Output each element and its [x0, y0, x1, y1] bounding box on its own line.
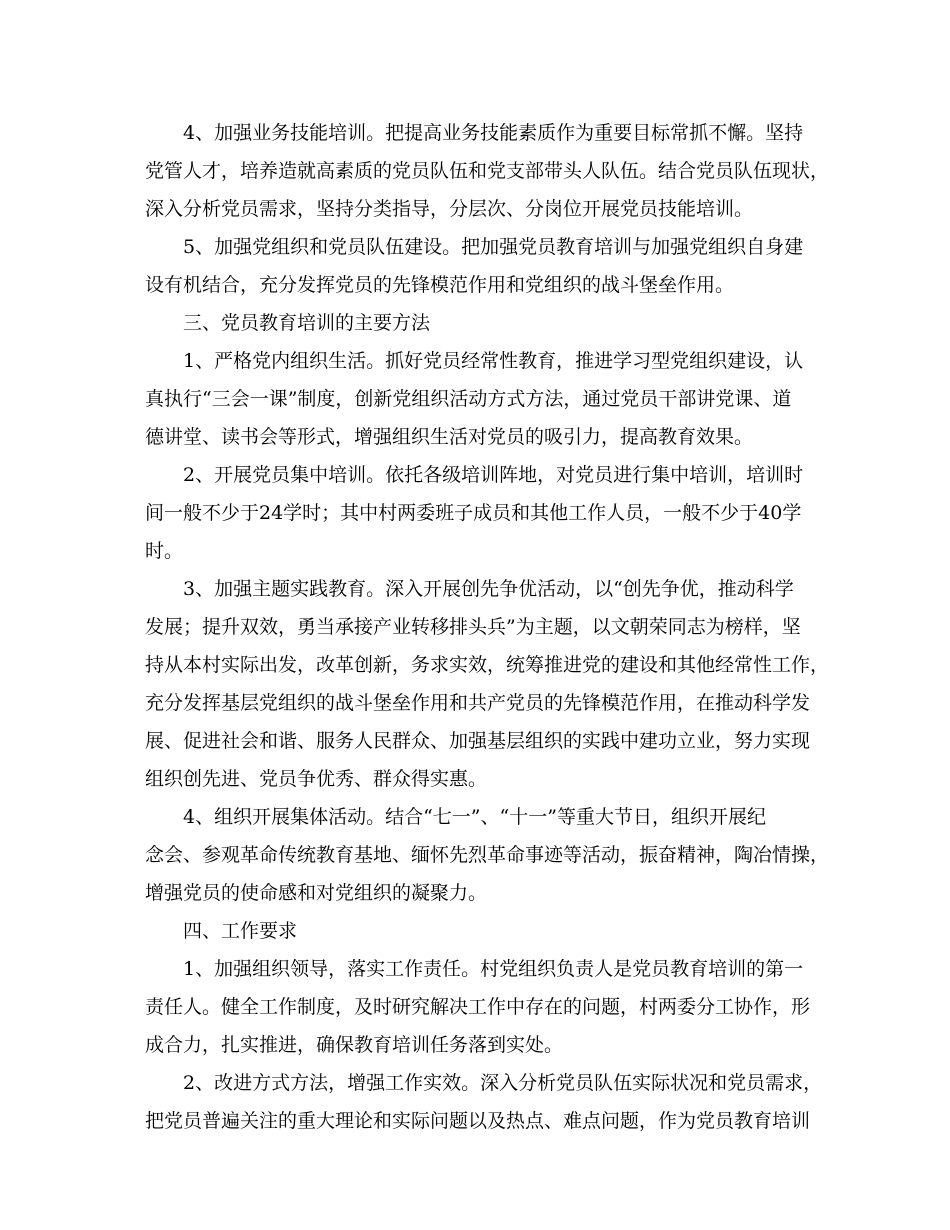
text-line: 把党员普遍关注的重大理论和实际问题以及热点、难点问题，作为党员教育培训	[145, 1110, 811, 1132]
text-line: 组织创先进、党员争优秀、群众得实惠。	[145, 768, 488, 790]
text-line: 4、组织开展集体活动。结合“七一”、“十一”等重大节日，组织开展纪	[183, 806, 766, 828]
text-line: 责任人。健全工作制度，及时研究解决工作中存在的问题，村两委分工协作，形	[145, 996, 811, 1018]
text-line: 间一般不少于24学时；其中村两委班子成员和其他工作人员，一般不少于40学	[145, 502, 802, 524]
text-line: 1、加强组织领导，落实工作责任。村党组织负责人是党员教育培训的第一	[183, 958, 804, 980]
text-line: 增强党员的使命感和对党组织的凝聚力。	[145, 882, 488, 904]
text-line: 发展；提升双效，勇当承接产业转移排头兵”为主题，以文朝荣同志为榜样，坚	[145, 616, 801, 638]
text-line: 2、改进方式方法，增强工作实效。深入分析党员队伍实际状况和党员需求，	[183, 1072, 823, 1094]
text-line: 5、加强党组织和党员队伍建设。把加强党员教育培训与加强党组织自身建	[183, 236, 804, 258]
text-line: 德讲堂、读书会等形式，增强组织生活对党员的吸引力，提高教育效果。	[145, 426, 754, 448]
text-line: 念会、参观革命传统教育基地、缅怀先烈革命事迹等活动，振奋精神，陶冶情操，	[145, 844, 830, 866]
section-heading: 四、工作要求	[183, 920, 298, 942]
text-line: 1、严格党内组织生活。抓好党员经常性教育，推进学习型党组织建设，认	[183, 350, 804, 372]
text-line: 成合力，扎实推进，确保教育培训任务落到实处。	[145, 1034, 564, 1056]
text-line: 2、开展党员集中培训。依托各级培训阵地，对党员进行集中培训，培训时	[183, 464, 804, 486]
text-line: 4、加强业务技能培训。把提高业务技能素质作为重要目标常抓不懈。坚持	[183, 122, 804, 144]
text-line: 展、促进社会和谐、服务人民群众、加强基层组织的实践中建功立业，努力实现	[145, 730, 811, 752]
text-line: 党管人才，培养造就高素质的党员队伍和党支部带头人队伍。结合党员队伍现状，	[145, 160, 830, 182]
text-line: 设有机结合，充分发挥党员的先锋模范作用和党组织的战斗堡垒作用。	[145, 274, 735, 296]
text-line: 时。	[145, 540, 184, 562]
text-line: 持从本村实际出发，改革创新，务求实效，统筹推进党的建设和其他经常性工作，	[145, 654, 830, 676]
text-line: 充分发挥基层党组织的战斗堡垒作用和共产党员的先锋模范作用，在推动科学发	[145, 692, 811, 714]
text-line: 真执行“三会一课”制度，创新党组织活动方式方法，通过党员干部讲党课、道	[145, 388, 792, 410]
text-line: 深入分析党员需求，坚持分类指导，分层次、分岗位开展党员技能培训。	[145, 198, 754, 220]
section-heading: 三、党员教育培训的主要方法	[183, 312, 431, 334]
text-line: 3、加强主题实践教育。深入开展创先争优活动，以“创先争优，推动科学	[183, 578, 794, 600]
